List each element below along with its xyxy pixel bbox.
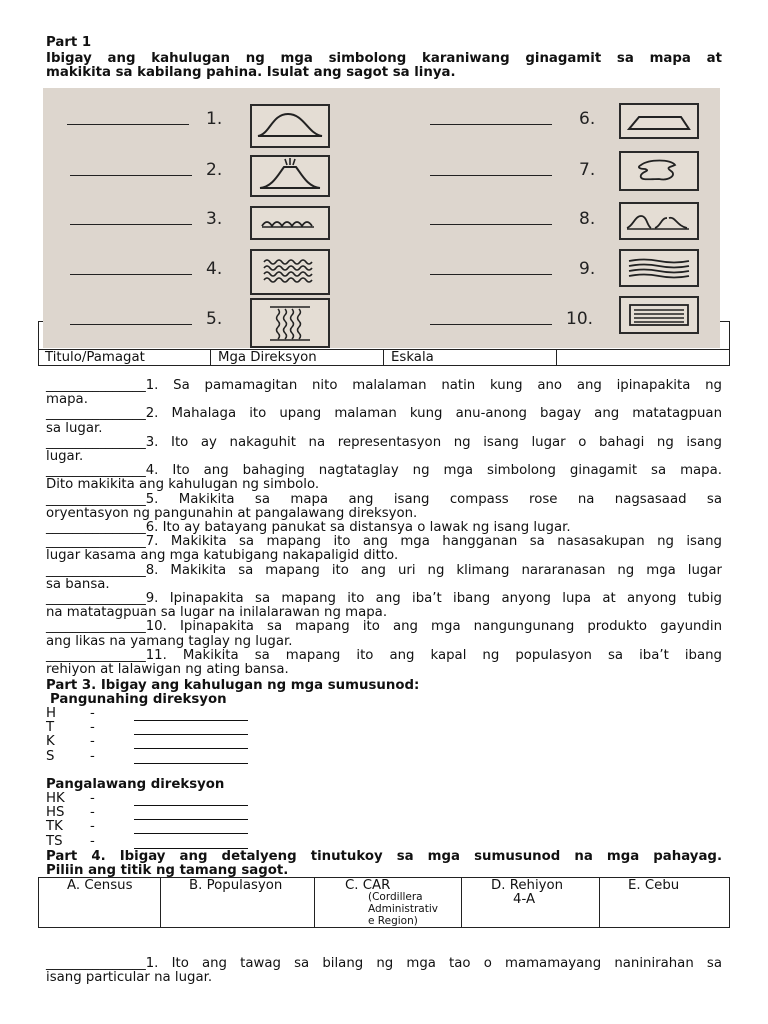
answer-line-5[interactable] [70,324,192,325]
part2-item-9: _______________9. Ipinapakita sa mapang ito ang iba’t ibang anyong lupa at anyong tubig na matatagpuan sa lugar na inilalarawan ng mapa. [46,591,722,621]
part3-secondary-title: Pangalawang direksyon [46,777,225,792]
symbol-number-2: 2. [206,160,223,180]
choice-b-label: B. Populasyon [189,878,283,893]
answer-line-6[interactable] [430,124,552,125]
map-symbols-photo [43,88,720,348]
symbol-number-6: 6. [579,109,596,129]
direction-row-tk: TK - [46,820,266,834]
choice-c-sub: (Cordillera Administrativ e Region) [368,891,438,927]
mountain-icon [250,104,330,148]
choice-d-sub: 4-A [513,892,536,907]
symbol-number-3: 3. [206,209,223,229]
ocean-waves-icon [250,249,330,295]
answer-line-8[interactable] [430,224,552,225]
secondary-directions [46,792,266,849]
part2-item-1: _______________1. Sa pamamagitan nito malalaman natin kung ano ang ipinapakita ng mapa. [46,378,722,408]
part1-title: Part 1 [46,35,92,50]
direction-row-t: T - [46,721,266,735]
answer-line-hk[interactable] [134,792,248,806]
part2-header-titulo: Titulo/Pamagat [45,350,145,365]
direction-row-k: K - [46,735,266,749]
symbol-number-1: 1. [206,109,223,129]
direction-row-s: S - [46,750,266,764]
part2-header-eskala: Eskala [391,350,434,365]
waterfall-icon [250,298,330,348]
direction-row-hk: HK - [46,792,266,806]
island-icon [619,151,699,191]
part2-item-7: _______________7. Makikita sa mapang ito ang mga hangganan sa nasasakupan ng isang lugar kasama ang mga katubigang nakapaligid ditto. [46,534,722,564]
part2-item-3: _______________3. Ito ay nakaguhit na representasyon ng isang lugar o bahagi ng isang lugar. [46,434,722,465]
part2-item-4: _______________4. Ito ang bahaging nagtataglay ng mga simbolong ginagamit sa mapa. Dito makikita ang kahulugan ng simbolo. [46,463,722,493]
answer-line-1[interactable] [67,124,189,125]
answer-line-7[interactable] [430,175,552,176]
symbol-number-10: 10. [566,309,594,329]
part1-instructions-line2: makikita sa kabilang pahina. Isulat ang sagot sa linya. [46,65,456,80]
part3-title: Part 3. Ibigay ang kahulugan ng mga sumusunod: [46,678,420,693]
direction-row-ts: TS - [46,835,266,849]
answer-line-s[interactable] [134,750,248,764]
direction-row-h: H - [46,707,266,721]
part2-cell-4 [556,349,730,366]
answer-line-10[interactable] [430,324,552,325]
answer-line-3[interactable] [70,224,192,225]
answer-line-tk[interactable] [134,820,248,834]
part2-items [46,379,722,677]
lake-icon [619,296,699,334]
symbol-number-4: 4. [206,259,223,279]
choice-a-label: A. Census [67,878,133,893]
part4-item-1: _______________1. Ito ang tawag sa bilang ng mga tao o mamamayang naninirahan sa isang particular na lugar. [46,956,722,986]
mountain-range-icon [619,202,699,240]
plateau-icon [619,103,699,139]
answer-line-ts[interactable] [134,835,248,849]
answer-line-9[interactable] [430,274,552,275]
volcano-icon [250,155,330,197]
part1-instructions-line1: Ibigay ang kahulugan ng mga simbolong karaniwang ginagamit sa mapa at [46,51,722,66]
choice-d-label: D. Rehiyon [491,878,564,893]
symbol-number-8: 8. [579,209,596,229]
river-icon [619,249,699,287]
part2-header-direksyon: Mga Direksyon [218,350,317,365]
part4-title-line1: Part 4. Ibigay ang detalyeng tinutukoy sa mga sumusunod na mga pahayag. [46,849,722,864]
direction-row-hs: HS - [46,806,266,820]
symbol-number-7: 7. [579,160,596,180]
part2-item-8: _______________8. Makikita sa mapang ito ang uri ng klimang nararanasan ng mga lugar sa bansa. [46,562,722,592]
choice-c-label: C. CAR [345,878,391,893]
part3-primary-title: Pangunahing direksyon [50,692,227,707]
choice-e-label: E. Cebu [628,878,680,893]
answer-line-k[interactable] [134,735,248,749]
part2-item-2: _______________2. Mahalaga ito upang malaman kung anu-anong bagay ang matatagpuan sa lugar. [46,406,722,436]
part2-item-10: _______________10. Ipinapakita sa mapang ito ang mga nangungunang produkto gayundin ang likas na yamang taglay ng lugar. [46,619,722,649]
symbol-number-9: 9. [579,259,596,279]
answer-line-2[interactable] [70,175,192,176]
answer-line-hs[interactable] [134,806,248,820]
answer-line-t[interactable] [134,721,248,735]
part2-item-6: _______________6. Ito ay batayang panukat sa distansya o lawak ng isang lugar. [46,520,571,536]
answer-line-h[interactable] [134,707,248,721]
part4-title-line2: Piliin ang titik ng tamang sagot. [46,863,289,878]
answer-line-4[interactable] [70,274,192,275]
primary-directions [46,707,266,764]
part2-item-5: _______________5. Makikita sa mapa ang isang compass rose na nagsasaad sa oryentasyon ng pangunahin at pangalawang direksyon. [46,491,722,521]
part2-item-11: _______________11. Makikita sa mapang ito ang kapal ng populasyon sa iba’t ibang rehiyon at lalawigan ng ating bansa. [46,647,722,678]
hills-icon [250,206,330,240]
symbol-number-5: 5. [206,309,223,329]
